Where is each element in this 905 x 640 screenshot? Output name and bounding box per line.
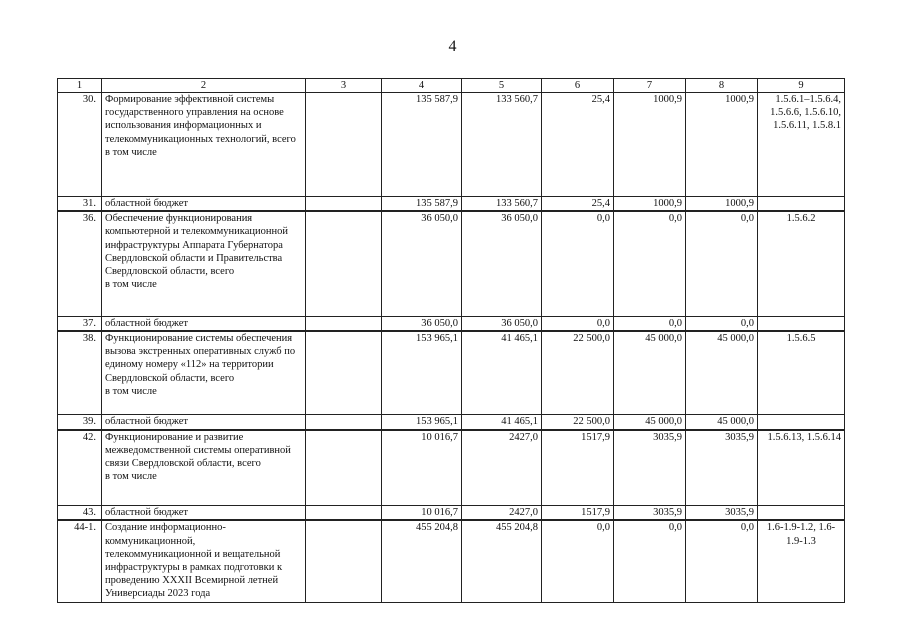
target-code-cell: 1.6-1.9-1.2, 1.6-1.9-1.3 — [758, 520, 845, 602]
column-8-value-cell: 1000,9 — [686, 93, 758, 197]
column-7-value-cell: 3035,9 — [614, 430, 686, 506]
row-name-cell: областной бюджет — [102, 197, 306, 212]
column-5-value-cell: 41 465,1 — [462, 331, 542, 415]
page-number: 4 — [448, 38, 457, 55]
row-name-cell: Функционирование и развитие межведомственной системы оперативной связи Свердловской области, всего в том числе — [102, 430, 306, 506]
column-6-value-cell: 25,4 — [542, 197, 614, 212]
column-6-value-cell: 1517,9 — [542, 430, 614, 506]
column-6-value-cell: 22 500,0 — [542, 331, 614, 415]
column-8-value-cell: 0,0 — [686, 520, 758, 602]
target-code-cell — [758, 506, 845, 521]
target-code-cell: 1.5.6.2 — [758, 211, 845, 316]
table-row-regional-budget — [58, 197, 845, 212]
column-6-value-cell: 0,0 — [542, 316, 614, 331]
column-7-value-cell: 0,0 — [614, 316, 686, 331]
column-5-value-cell: 2427,0 — [462, 506, 542, 521]
row-name-cell: Функционирование системы обеспечения вызова экстренных оперативных служб по единому номеру «112» на территории Свердловской области, всего в том числе — [102, 331, 306, 415]
column-3-cell — [306, 430, 382, 506]
row-name-cell: Обеспечение функционирования компьютерной и телекоммуникационной инфраструктуры Аппарата Губернатора Свердловской области и Правительства Свердловской области, всего в том числе — [102, 211, 306, 316]
table-row — [58, 331, 845, 415]
column-4-value-cell: 135 587,9 — [382, 197, 462, 212]
column-4-value-cell: 153 965,1 — [382, 331, 462, 415]
row-number-cell: 31. — [58, 197, 102, 212]
column-5-value-cell: 41 465,1 — [462, 415, 542, 430]
target-code-cell — [758, 415, 845, 430]
table-row-regional-budget — [58, 316, 845, 331]
column-8-value-cell: 0,0 — [686, 211, 758, 316]
row-number-cell: 30. — [58, 93, 102, 197]
row-name-cell: областной бюджет — [102, 506, 306, 521]
row-name-cell: областной бюджет — [102, 415, 306, 430]
column-6-value-cell: 22 500,0 — [542, 415, 614, 430]
column-header: 6 — [542, 79, 614, 93]
column-8-value-cell: 1000,9 — [686, 197, 758, 212]
column-4-value-cell: 153 965,1 — [382, 415, 462, 430]
row-number-cell: 39. — [58, 415, 102, 430]
column-header: 5 — [462, 79, 542, 93]
column-6-value-cell: 0,0 — [542, 211, 614, 316]
target-code-cell: 1.5.6.13, 1.5.6.14 — [758, 430, 845, 506]
table-row-regional-budget — [58, 506, 845, 521]
target-code-cell — [758, 316, 845, 331]
column-5-value-cell: 36 050,0 — [462, 211, 542, 316]
column-5-value-cell: 455 204,8 — [462, 520, 542, 602]
column-5-value-cell: 2427,0 — [462, 430, 542, 506]
target-code-cell — [758, 197, 845, 212]
table-row-regional-budget — [58, 415, 845, 430]
budget-table — [57, 78, 845, 603]
column-5-value-cell: 133 560,7 — [462, 197, 542, 212]
column-4-value-cell: 36 050,0 — [382, 211, 462, 316]
row-number-cell: 36. — [58, 211, 102, 316]
column-8-value-cell: 0,0 — [686, 316, 758, 331]
table-row — [58, 430, 845, 506]
row-number-cell: 42. — [58, 430, 102, 506]
column-4-value-cell: 455 204,8 — [382, 520, 462, 602]
column-header: 2 — [102, 79, 306, 93]
row-name-cell: Создание информационно-коммуникационной, телекоммуникационной и вещательной инфраструктуры в рамках подготовки к проведению XXXII Всемирной летней Универсиады 2023 года — [102, 520, 306, 602]
table-row — [58, 93, 845, 197]
column-7-value-cell: 0,0 — [614, 520, 686, 602]
target-code-cell: 1.5.6.1–1.5.6.4, 1.5.6.6, 1.5.6.10, 1.5.6.11, 1.5.8.1 — [758, 93, 845, 197]
table-header-row — [58, 79, 845, 93]
column-header: 1 — [58, 79, 102, 93]
column-3-cell — [306, 331, 382, 415]
column-7-value-cell: 3035,9 — [614, 506, 686, 521]
column-3-cell — [306, 506, 382, 521]
column-header: 4 — [382, 79, 462, 93]
column-7-value-cell: 1000,9 — [614, 93, 686, 197]
column-5-value-cell: 133 560,7 — [462, 93, 542, 197]
row-number-cell: 44-1. — [58, 520, 102, 602]
column-8-value-cell: 45 000,0 — [686, 415, 758, 430]
column-5-value-cell: 36 050,0 — [462, 316, 542, 331]
column-8-value-cell: 45 000,0 — [686, 331, 758, 415]
column-6-value-cell: 25,4 — [542, 93, 614, 197]
column-6-value-cell: 0,0 — [542, 520, 614, 602]
row-number-cell: 37. — [58, 316, 102, 331]
column-3-cell — [306, 211, 382, 316]
column-3-cell — [306, 197, 382, 212]
column-header: 3 — [306, 79, 382, 93]
table-row — [58, 520, 845, 602]
column-8-value-cell: 3035,9 — [686, 430, 758, 506]
column-3-cell — [306, 415, 382, 430]
column-4-value-cell: 10 016,7 — [382, 506, 462, 521]
column-6-value-cell: 1517,9 — [542, 506, 614, 521]
column-3-cell — [306, 93, 382, 197]
row-number-cell: 38. — [58, 331, 102, 415]
column-8-value-cell: 3035,9 — [686, 506, 758, 521]
column-4-value-cell: 135 587,9 — [382, 93, 462, 197]
column-header: 8 — [686, 79, 758, 93]
column-3-cell — [306, 520, 382, 602]
column-header: 9 — [758, 79, 845, 93]
column-7-value-cell: 0,0 — [614, 211, 686, 316]
column-7-value-cell: 1000,9 — [614, 197, 686, 212]
table-row — [58, 211, 845, 316]
column-header: 7 — [614, 79, 686, 93]
row-number-cell: 43. — [58, 506, 102, 521]
row-name-cell: областной бюджет — [102, 316, 306, 331]
column-4-value-cell: 36 050,0 — [382, 316, 462, 331]
column-7-value-cell: 45 000,0 — [614, 415, 686, 430]
column-4-value-cell: 10 016,7 — [382, 430, 462, 506]
target-code-cell: 1.5.6.5 — [758, 331, 845, 415]
row-name-cell: Формирование эффективной системы государственного управления на основе использования информационных и телекоммуникационных технологий, всего в том числе — [102, 93, 306, 197]
column-3-cell — [306, 316, 382, 331]
column-7-value-cell: 45 000,0 — [614, 331, 686, 415]
